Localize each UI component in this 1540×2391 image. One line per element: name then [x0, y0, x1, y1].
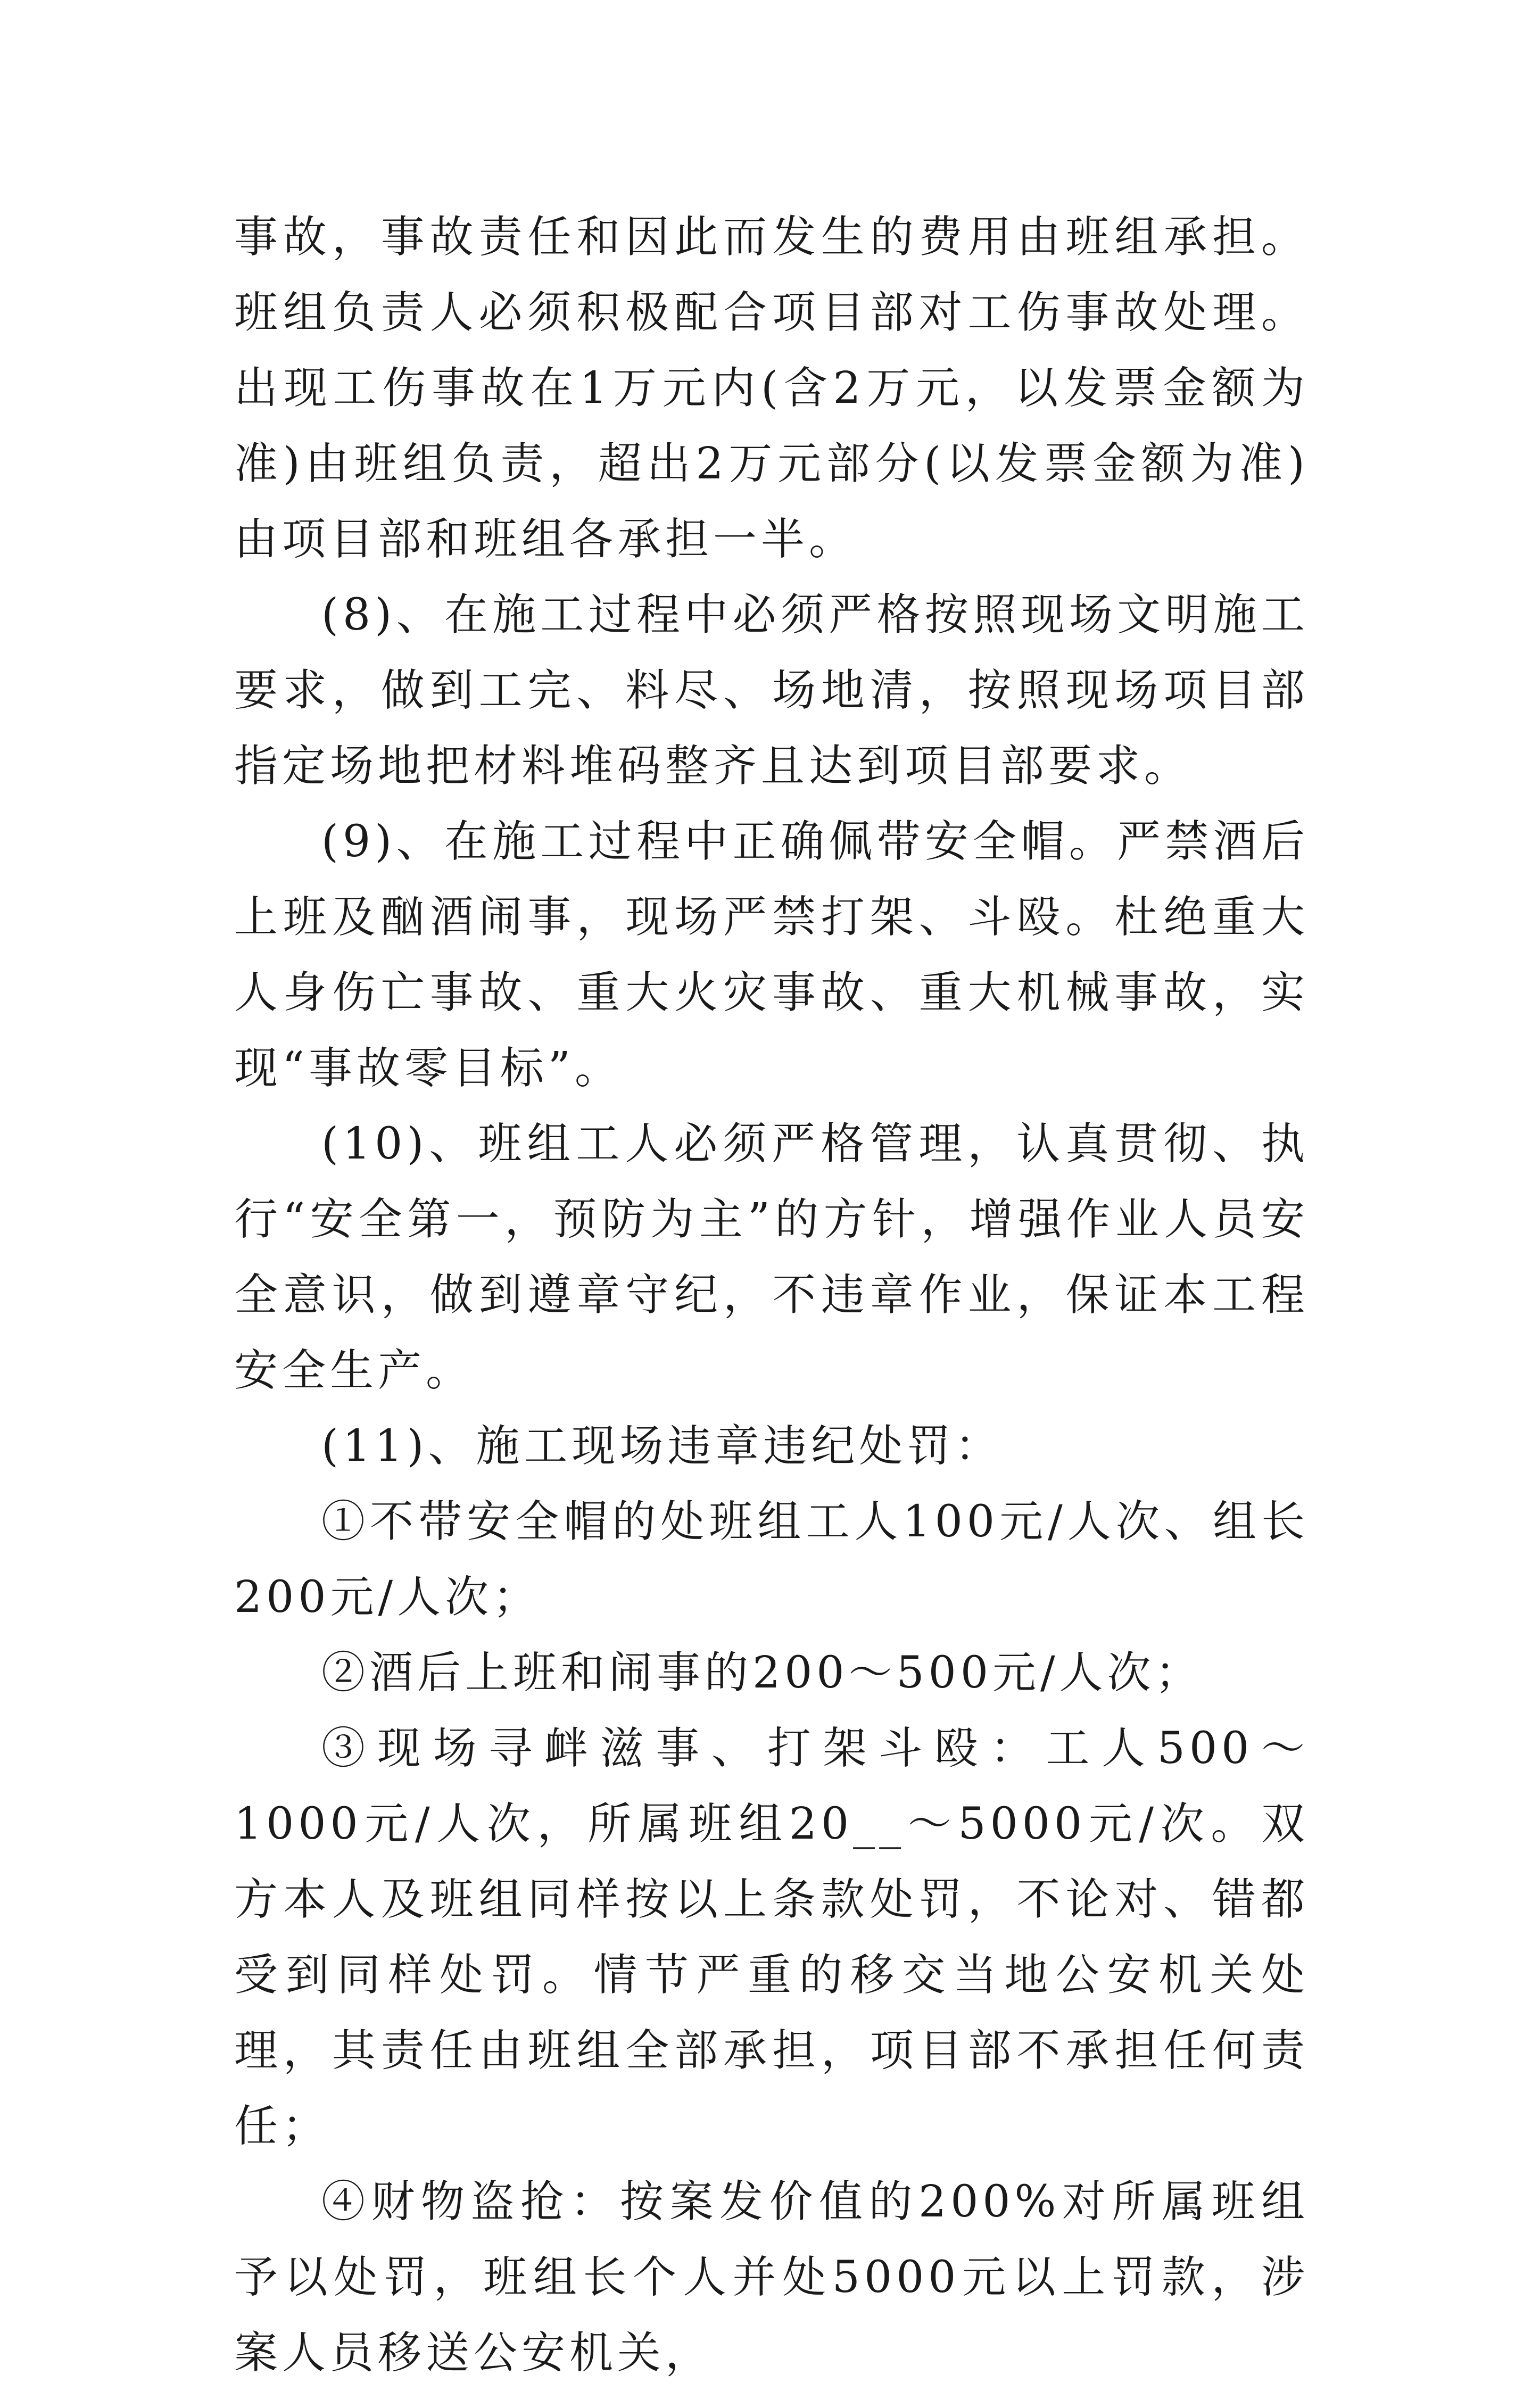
list-item-no-helmet: ①不带安全帽的处班组工人100元/人次、组长200元/人次；: [234, 1496, 1309, 1623]
list-item-drunk-work: ②酒后上班和闹事的200～500元/人次；: [321, 1648, 1203, 1698]
paragraph-accident-cost: 事故，事故责任和因此而发生的费用由班组承担。班组负责人必须积极配合项目部对工伤事故处理。出现工伤事故在1万元内(含2万元，以发票金额为准)由班组负责，超出2万元部分(以发票金额为准)由项目部和班组各承担一半。: [234, 212, 1309, 565]
paragraph-item-11-heading: (11)、施工现场违章违纪处罚：: [321, 1421, 1003, 1471]
document-body: [234, 200, 1309, 2391]
paragraph-item-10: (10)、班组工人必须严格管理，认真贯彻、执行“安全第一，预防为主”的方针，增强作业人员安全意识，做到遵章守纪，不违章作业，保证本工程安全生产。: [234, 1119, 1309, 1396]
paragraph-item-8: (8)、在施工过程中必须严格按照现场文明施工要求，做到工完、料尽、场地清，按照现场项目部指定场地把材料堆码整齐且达到项目部要求。: [234, 590, 1309, 791]
list-item-theft: ④财物盗抢：按案发价值的200%对所属班组予以处罚，班组长个人并处5000元以上罚款，涉案人员移送公安机关，: [234, 2177, 1309, 2378]
paragraph-item-9: (9)、在施工过程中正确佩带安全帽。严禁酒后上班及酗酒闹事，现场严禁打架、斗殴。杜绝重大人身伤亡事故、重大火灾事故、重大机械事故，实现“事故零目标”。: [234, 816, 1309, 1094]
list-item-fighting: ③现场寻衅滋事、打架斗殴：工人500～1000元/人次，所属班组20__～5000元/次。双方本人及班组同样按以上条款处罚，不论对、错都受到同样处罚。情节严重的移交当地公安机关处理，其责任由班组全部承担，项目部不承担任何责任；: [234, 1723, 1309, 2152]
